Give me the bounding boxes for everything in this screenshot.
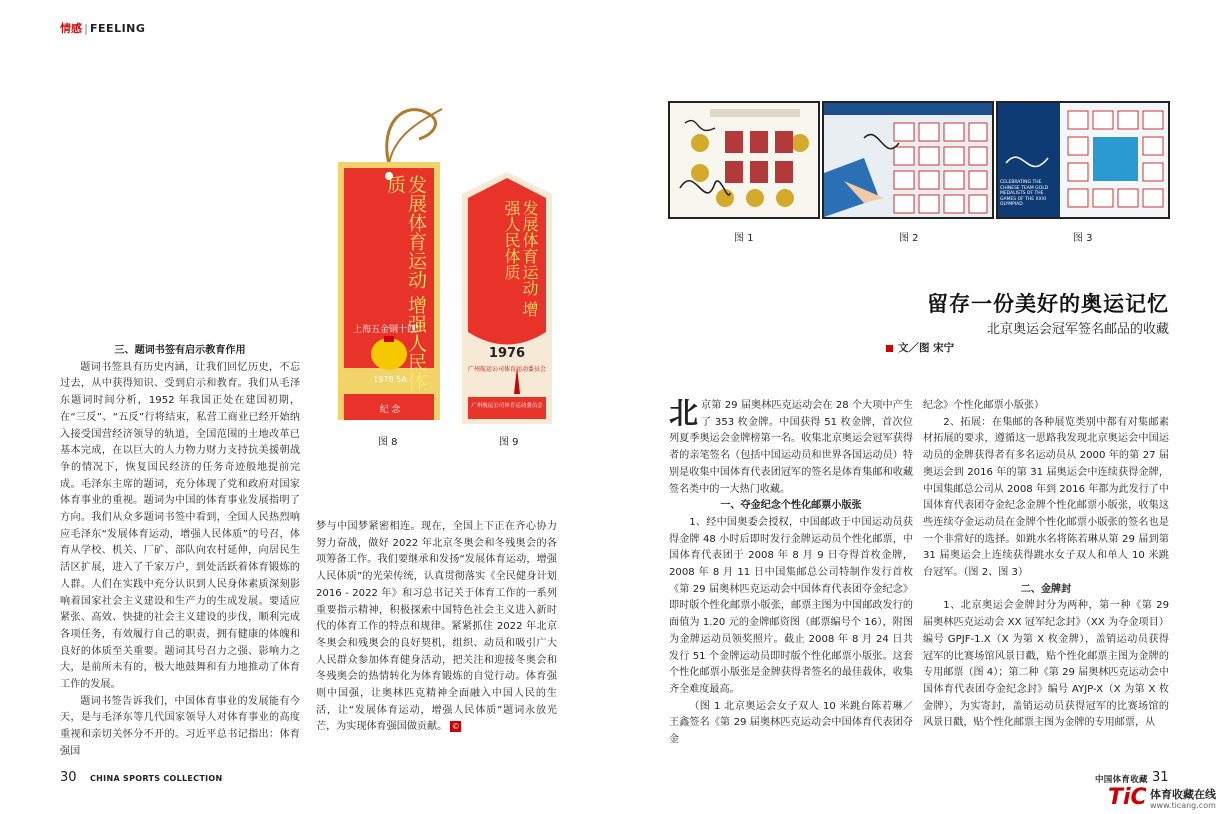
paragraph [316, 519, 557, 736]
fig9-org: 广州航运公司体育运动委员会 [467, 366, 546, 373]
fig3-caption: 图 3 [1073, 233, 1093, 244]
end-mark-icon: © [451, 721, 460, 731]
fig1-caption: 图 1 [734, 233, 754, 244]
right-column-1 [669, 398, 913, 749]
left-column-1 [60, 343, 300, 761]
magazine-name-left: CHINA SPORTS COLLECTION [90, 774, 223, 783]
byline [886, 340, 954, 355]
article-subtitle: 北京奥运会冠军签名邮品的收藏 [986, 322, 1169, 337]
section-heading-3: 三、题词书签有启示教育作用 [114, 345, 246, 356]
section-heading-1: 一、夺金纪念个性化邮票小版张 [720, 500, 862, 512]
paragraph: 题词书签具有历史内涵，让我们回忆历史，不忘过去，从中获得知识、受到启示和教育。我们从毛泽东题词时间分析，1952 年我国正处在建国初期，在“三反”、“五反”行将结束，私营工商业已经开始纳入接受国营经济领导的轨道，全国范围的土地改革已基本完成，在以巨大的人力物力财力支持抗美援朝战争的情况下，恢复国民经济的任务奇迹般地提前完成。毛泽东主席的题词，充分体现了党和政府对国家体育事业的重视。题词为中国的体育事业发展指明了方向。我们从众多题词书签中看到，全国人民热烈响应毛泽东“发展体育运动，增强人民体质”的号召，体育从学校、机关、厂矿、部队向农村延伸，向居民生活区扩展，进入了千家万户，到处活跃着体育锻炼的人群。人们在实践中充分认识到人民身体素质深刻影响着国家社会主义建设和生产力的生成发展。要适应紧张、高效、快捷的社会主义建设的步伐，顺利完成各项任务，有效履行自己的职责，拥有健康的体魄和良好的体质至关重要。题词其号召力之强、影响力之大，是前所未有的，极大地鼓舞和有力地推动了体育工作的发展。 [60, 361, 300, 691]
fig9-slogan-2: 增强人民体质 [502, 200, 539, 318]
section-tag-en: FEELING [90, 22, 146, 35]
paragraph: 1、北京奥运会金牌封分为两种，第一种《第 29 届奥林匹克运动会 XX 冠军纪念封》（XX 为夺金项目）编号 GPJF-1.X（X 为第 X 枚金牌），盖销运动员获得冠军的比赛场馆风景日戳，贴个性化邮票主图为金牌的专用邮票（图 4）；第二种《第 29 届奥林匹克运动会中国体育代表团夺金纪念封》编号 AYJP-X（X 为第 X 枚金牌），为实寄封，盖销运动员获得冠军的比赛场馆的风景日戳，贴个性化邮票主图为金牌的专用邮票，从 [923, 600, 1169, 729]
paragraph: 纪念》个性化邮票小版张） [923, 400, 1045, 411]
paragraph: （图 1 北京奥运会女子双人 10 米跳台陈若琳／王鑫签名《第 29 届奥林匹克运动会中国体育代表团夺金 [669, 700, 913, 746]
page-number-left: 30 [60, 770, 77, 785]
fig8-slogan-2: 增强人民体质 [384, 175, 427, 391]
byline-text: 文／图 宋宁 [898, 342, 955, 354]
bookmark-fig8-slogan [356, 175, 426, 395]
fig8-slogan-1: 发展体育运动 [405, 175, 427, 289]
fig8-caption: 图 8 [378, 437, 398, 448]
page-number-right: 31 [1152, 770, 1169, 785]
ticang-logo: TiC [1108, 785, 1147, 810]
ticang-url: www.ticang.com [1150, 801, 1216, 810]
section-tag: 情感 | FEELING [60, 22, 146, 35]
section-heading-2: 二、金牌封 [1020, 583, 1072, 595]
paragraph [669, 398, 913, 498]
fig2-caption: 图 2 [899, 233, 919, 244]
right-column-2 [923, 398, 1169, 732]
paragraph-text: 梦与中国梦紧密相连。现在，全国上下正在齐心协力努力奋战，做好 2022 年北京冬奥会和冬残奥会的各项筹备工作。我们要继承和发扬“发展体育运动，增强人民体质”的光荣传统，认真贯彻落实《全民健身计划 2016 - 2022 年》和习总书记关于体育工作的一系列重要指示精神，积极探索中国特色社会主义进入新时代的体育工作的特点和规律。紧紧抓住 2022 年北京冬奥会和残奥会的良好契机，组织、动员和吸引广大人民群众参加体育健身活动，把关注和迎接冬奥会和冬残奥会的热情转化为体育锻炼的自觉行动。体育强则中国强，让奥林匹克精神全面融入中国人民的生活，让“发展体育运动，增强人民体质”题词永放光芒，为实现体育强国做贡献。 [316, 521, 557, 733]
paragraph-text: 京第 29 届奥林匹克运动会在 28 个大项中产生了 353 枚金牌。中国获得 51 枚金牌，首次位列夏季奥运会金牌榜第一名。收集北京奥运会冠军获得者的亲笔签名（包括中国运动员和世界各国运动员）特别是收集中国体育代表团冠军的签名是体育集邮和收藏签名类中的一大热门收藏。 [669, 400, 913, 495]
paragraph: 2、拓展：在集邮的各种展览类别中都有对集邮素材拓展的要求，遵循这一思路我发现北京奥运会中国运动员的金牌获得者有多名运动员从 2000 年的第 27 届奥运会到 2016 年的第 31 届奥运会中连续获得金牌，中国集邮总公司从 2008 年到 2016 年都为此发行了中国体育代表团夺金纪念金牌个性化邮票小版张，收集这些连续夺金运动员在金牌个性化邮票小版张的签名也是一个非常好的选择。如跳水名将陈若琳从第 29 届到第 31 届奥运会上连续获得跳水女子双人和单人 10 米跳台冠军。（图 2、图 3） [923, 416, 1169, 579]
paragraph: 题词书签告诉我们，中国体育事业的发展能有今天，是与毛泽东等几代国家领导人对体育事业的高度重视和亲切关怀分不开的。习近平总书记指出：体育强国 [60, 695, 300, 757]
fig9-slogan-1: 发展体育运动 [520, 200, 539, 296]
ticang-logo-text: 体育收藏在线 [1150, 788, 1216, 801]
byline-square-icon [886, 345, 893, 352]
article-title: 留存一份美好的奥运记忆 [927, 292, 1169, 316]
paragraph: 1、经中国奥委会授权，中国邮政于中国运动员获得金牌 48 小时后即时发行金牌运动员个性化邮票，中国体育代表团于 2008 年 8 月 9 日夺得首枚金牌，2008 年 8 月 11 日中国集邮总公司特制作发行首枚《第 29 届奥林匹克运动会中国体育代表团夺金纪念》即时版个性化邮票小版张，邮票主图为中国邮政发行的面值为 1.20 元的金牌邮资图（邮票编号个 16），附图为金牌运动员领奖照片。截止 2008 年 8 月 24 日共发行 51 个金牌运动员即时版个性化邮票小版张。这套个性化邮票小版张是金牌获得者签名的最佳载体，收集齐全难度最高。 [669, 516, 913, 695]
magazine-name-right: 中国体育收藏 [1095, 775, 1148, 785]
fig3-text: CELEBRATING THE CHINESE TEAM GOLD MEDALISTS OF THE GAMES OF THE XXXI OLYMPIAD [1000, 180, 1049, 207]
fig9-org2: 广州航运公司体育运动委员会 [471, 403, 543, 409]
fig1-stamp-sheet [668, 101, 820, 219]
fig8-factory: 上海五金钢十四厂 [352, 325, 425, 335]
bookmark-fig9-slogan [478, 200, 538, 330]
left-column-2 [316, 519, 557, 736]
fig9-year: 1976 [488, 346, 526, 361]
fig8-bottom: 纪 念 [379, 405, 401, 415]
fig9-caption: 图 9 [499, 437, 519, 448]
drop-cap: 北 [669, 396, 699, 430]
fig8-date: 1978 5A [373, 375, 407, 384]
section-tag-cn: 情感 [60, 22, 82, 35]
fig2-stamp-sheet [822, 101, 994, 219]
